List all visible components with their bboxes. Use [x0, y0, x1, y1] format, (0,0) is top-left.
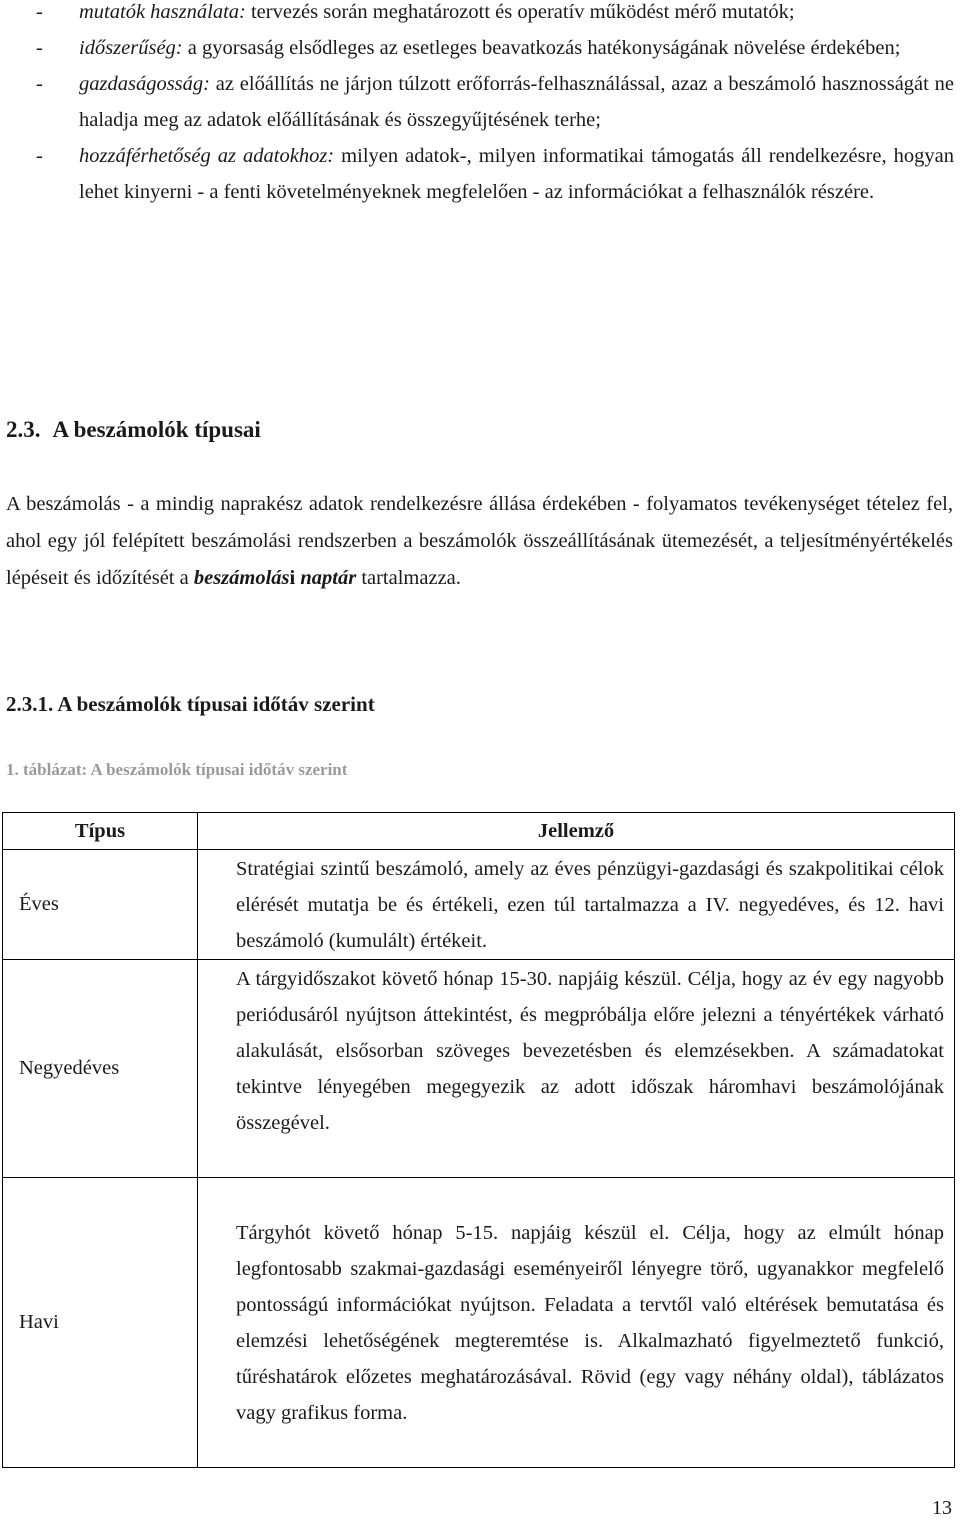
list-item: - hozzáférhetőség az adatokhoz: milyen adatok-, milyen informatikai támogatás áll rendelkezésre, hogyan lehet kinyerni - a fenti követelményeknek megfelelően - az információkat a felhasználók részére. [36, 145, 954, 203]
section-number: 2.3. [6, 417, 41, 442]
description-cell: A tárgyidőszakot követő hónap 15-30. napjáig készül. Célja, hogy az év egy nagyobb periódusáról nyújtson áttekintést, és megpróbálja előre jelezni a tényértékek várható alakulását, elsősorban szöveges bevezetésben és elemzésekben. A számadatokat tekintve lényegében megegyezik az adott időszak háromhavi beszámolójának összegével. [198, 960, 955, 1178]
column-header: Jellemző [198, 813, 955, 850]
list-item-term: mutatók használata: [79, 1, 246, 23]
table-row [3, 1178, 955, 1468]
list-item: - gazdaságosság: az előállítás ne járjon túlzott erőforrás-felhasználással, azaz a beszámoló hasznosságát ne haladja meg az adatok előállításának és összegyűjtésének terhe; [36, 73, 954, 131]
requirements-list [6, 0, 954, 210]
column-header: Típus [3, 813, 198, 850]
description-cell: Tárgyhót követő hónap 5-15. napjáig készül el. Célja, hogy az elmúlt hónap legfontosabb szakmai-gazdasági eseményeiről lényegre törő, ugyanakkor megfelelő pontosságú információkat nyújtson. Feladata a tervtől való eltérések bemutatása és elemzési lehetőségének megteremtése is. Alkalmazható figyelmeztető funkció, tűréshatárok előzetes meghatározásával. Rövid (egy vagy néhány oldal), táblázatos vagy grafikus forma. [198, 1178, 955, 1468]
report-types-table [2, 812, 955, 1468]
description-cell: Stratégiai szintű beszámoló, amely az éves pénzügyi-gazdasági és szakpolitikai célok elérését mutatja be és értékeli, ezen túl tartalmazza a IV. negyedéves, és 12. havi beszámoló (kumulált) értékeit. [198, 850, 955, 960]
emphasis-term: naptár [300, 567, 357, 589]
table-row [3, 960, 955, 1178]
list-item: - időszerűség: a gyorsaság elsődleges az esetleges beavatkozás hatékonyságának növelése érdekében; [36, 37, 901, 59]
body-paragraph: A beszámolás - a mindig naprakész adatok rendelkezésre állása érdekében - folyamatos tevékenységet tételez fel, ahol egy jól felépített beszámolási rendszerben a beszámolók összeállításának ütemezését, a teljesítményértékelés lépéseit és időzítését a beszámolási naptár tartalmazza. [6, 493, 953, 589]
section-heading [6, 412, 261, 448]
list-item-term: hozzáférhetőség az adatokhoz: [79, 145, 335, 167]
list-item-term: időszerűség: [79, 37, 183, 59]
list-item-text: tervezés során meghatározott és operatív működést mérő mutatók; [245, 1, 795, 23]
table-header-row [3, 813, 955, 850]
section-title: A beszámolók típusai [52, 417, 261, 442]
table-caption: 1. táblázat: A beszámolók típusai időtáv szerint [6, 760, 348, 779]
emphasis-term: beszámolás [193, 567, 290, 589]
list-item: - mutatók használata: tervezés során meghatározott és operatív működést mérő mutatók; [36, 1, 795, 23]
table-row [3, 850, 955, 960]
subsection-heading: 2.3.1. A beszámolók típusai időtáv szerint [6, 692, 375, 716]
list-item-text: milyen adatok-, milyen informatikai támogatás áll rendelkezésre, hogyan lehet kinyerni - a fenti követelményeknek megfelelően - az információkat a felhasználók részére. [79, 145, 954, 203]
type-cell: Havi [3, 1178, 198, 1468]
type-cell: Negyedéves [3, 960, 198, 1178]
type-cell: Éves [3, 850, 198, 960]
list-item-text: a gyorsaság elsődleges az esetleges beavatkozás hatékonyságának növelése érdekében; [182, 37, 901, 59]
list-item-term: gazdaságosság: [79, 73, 210, 95]
list-item-text: az előállítás ne járjon túlzott erőforrás-felhasználással, azaz a beszámoló hasznosságát ne haladja meg az adatok előállításának és összegyűjtésének terhe; [79, 73, 954, 131]
page-number: 13 [932, 1497, 952, 1519]
